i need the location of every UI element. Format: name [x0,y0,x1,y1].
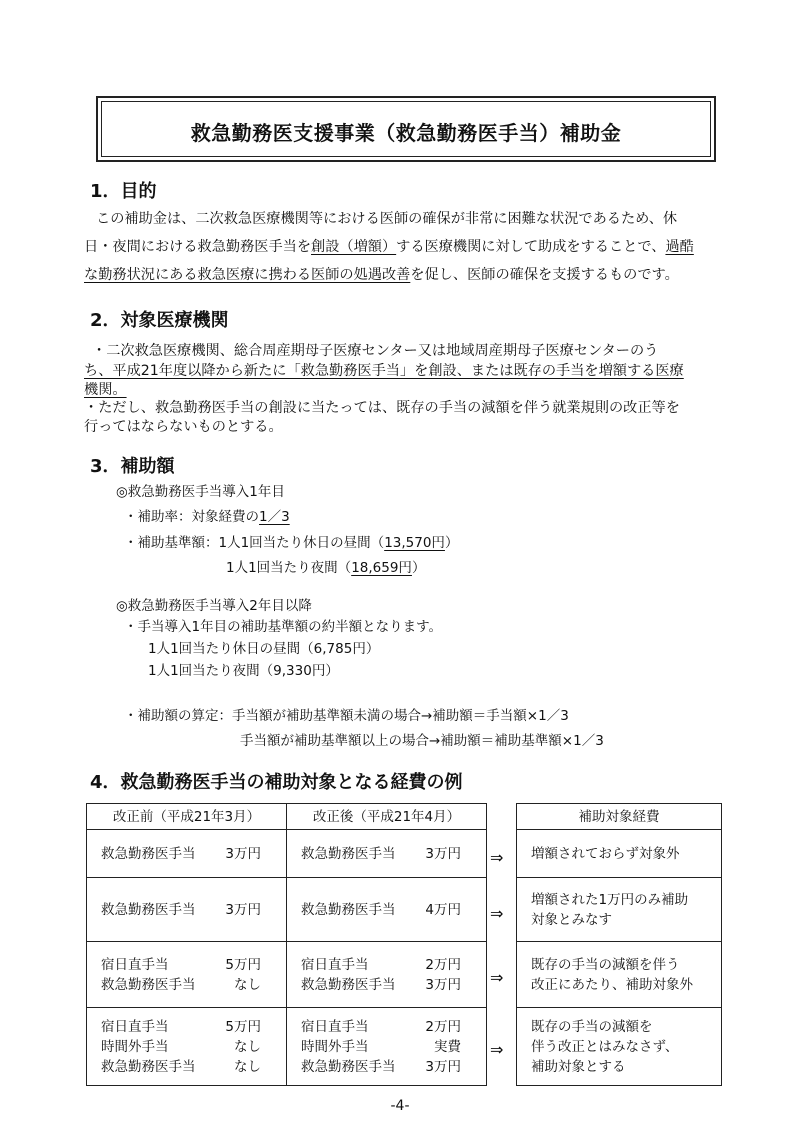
before-cell [87,878,287,942]
text-span: 1人1回当たり夜間（ [226,560,352,576]
section-2-line-5: 行ってはならないものとする。 [84,419,283,435]
item-name: 救急勤務医手当 [101,845,196,862]
item-amount: 実費 [434,1038,461,1055]
base-amount-day [124,531,458,551]
table-row [87,878,487,942]
item-amount: なし [234,1038,261,1055]
item-name: 救急勤務医手当 [101,901,196,918]
after-cell [287,878,487,942]
after-cell [287,830,487,878]
section-2-heading: 2．対象医療機関 [90,310,229,331]
item-amount: 2万円 [425,956,461,973]
comparison-table [86,803,487,1086]
item-name: 救急勤務医手当 [301,976,396,993]
base-amount-night [226,556,425,576]
item-name: 時間外手当 [101,1038,169,1055]
item-name: 救急勤務医手当 [101,976,196,993]
item-amount: 3万円 [425,845,461,862]
section-2-line-2: ち、平成21年度以降から新たに「救急勤務医手当」を創設、または既存の手当を増額する医療 [84,363,684,379]
col-before-header: 改正前（平成21年3月） [87,804,287,830]
result-line: 増額されておらず対象外 [531,845,680,862]
section-3-heading: 3．補助額 [90,456,175,477]
item-name: 救急勤務医手当 [301,901,396,918]
item-row [101,844,261,864]
before-cell [87,1008,287,1086]
result-table [516,803,722,1086]
item-amount: なし [234,976,261,993]
arrow-icon: ⇒ [490,904,504,923]
underlined-text: な勤務状況にある救急医療に携わる医師の処遇改善 [84,267,411,283]
item-name: 宿日直手当 [101,1018,169,1035]
arrow-icon: ⇒ [490,1040,504,1059]
col-after-header: 改正後（平成21年4月） [287,804,487,830]
result-line: 対象とみなす [531,911,612,928]
before-cell [87,942,287,1008]
result-cell [517,1008,722,1086]
underlined-text: 13,570円 [384,535,445,551]
item-row [301,900,461,920]
text-span: ・補助基準額：1人1回当たり休日の昼間（ [124,535,385,551]
item-row [301,1057,461,1077]
year2-title: ◎救急勤務医手当導入2年目以降 [116,598,312,614]
item-name: 時間外手当 [301,1038,369,1055]
underlined-text: 18,659円 [351,560,412,576]
item-amount: なし [234,1058,261,1075]
arrow-icon: ⇒ [490,968,504,987]
section-1-line-2 [84,236,694,256]
item-name: 宿日直手当 [101,956,169,973]
item-name: 救急勤務医手当 [101,1058,196,1075]
calc-line-2: 手当額が補助基準額以上の場合→補助額＝補助基準額×1／3 [240,733,604,749]
table-row [87,942,487,1008]
item-amount: 4万円 [425,901,461,918]
item-row [101,955,261,975]
after-cell [287,1008,487,1086]
text-span: ） [444,535,459,551]
after-cell [287,942,487,1008]
result-cell [517,830,722,878]
item-row [301,1017,461,1037]
text-span: する医療機関に対して助成をすることで、 [396,239,666,255]
section-2-line-4: ・ただし、救急勤務医手当の創設に当たっては、既存の手当の減額を伴う就業規則の改正等を [84,400,680,416]
page-number: -4- [390,1098,410,1114]
item-row [101,1017,261,1037]
result-line: 既存の手当の減額を [531,1018,653,1035]
title-box [96,96,716,162]
document-title: 救急勤務医支援事業（救急勤務医手当）補助金 [190,121,622,145]
item-row [301,844,461,864]
result-cell [517,942,722,1008]
item-row [101,900,261,920]
item-amount: 3万円 [225,845,261,862]
item-amount: 3万円 [225,901,261,918]
item-row [301,1037,461,1057]
section-1-line-3 [84,264,679,284]
underlined-text: 創設（増額） [311,239,397,255]
year2-line-2: 1人1回当たり休日の昼間（6,785円） [148,641,380,657]
item-amount: 2万円 [425,1018,461,1035]
subsidy-rate [124,505,290,525]
table-row [87,1008,487,1086]
section-2-line-1: ・二次救急医療機関、総合周産期母子医療センター又は地域周産期母子医療センターのう [92,343,659,359]
table-row [87,830,487,878]
result-cell [517,878,722,942]
text-span: ） [411,560,426,576]
item-amount: 3万円 [425,1058,461,1075]
item-row [301,955,461,975]
before-cell [87,830,287,878]
item-amount: 5万円 [225,1018,261,1035]
result-line: 改正にあたり、補助対象外 [531,976,693,993]
text-span: ・補助率：対象経費の [124,509,259,525]
result-line: 伴う改正とはみなさず、 [531,1038,679,1055]
item-name: 救急勤務医手当 [301,845,396,862]
item-name: 救急勤務医手当 [301,1058,396,1075]
result-line: 増額された1万円のみ補助 [531,891,689,908]
underlined-text: 1／3 [259,509,290,525]
section-4-heading: 4．救急勤務医手当の補助対象となる経費の例 [90,772,463,793]
text-span: 日・夜間における救急勤務医手当を [84,239,312,255]
item-row [301,975,461,995]
section-1-heading: 1．目的 [90,181,157,202]
section-2-line-3: 機関。 [84,382,127,398]
result-line: 既存の手当の減額を伴う [531,956,680,973]
item-amount: 3万円 [425,976,461,993]
year2-line-1: ・手当導入1年目の補助基準額の約半額となります。 [124,619,443,635]
year1-title: ◎救急勤務医手当導入1年目 [116,484,285,500]
item-row [101,1057,261,1077]
col-result-header: 補助対象経費 [517,804,722,830]
year2-line-3: 1人1回当たり夜間（9,330円） [148,663,339,679]
section-1-line-1: この補助金は、二次救急医療機関等における医師の確保が非常に困難な状況であるため、休 [96,211,678,227]
item-name: 宿日直手当 [301,1018,369,1035]
result-line: 補助対象とする [531,1058,626,1075]
item-amount: 5万円 [225,956,261,973]
item-name: 宿日直手当 [301,956,369,973]
arrow-icon: ⇒ [490,848,504,867]
item-row [101,975,261,995]
text-span: を促し、医師の確保を支援するものです。 [410,267,679,283]
item-row [101,1037,261,1057]
calc-line-1: ・補助額の算定：手当額が補助基準額未満の場合→補助額＝手当額×1／3 [124,708,569,724]
underlined-text: 過酷 [665,239,694,255]
